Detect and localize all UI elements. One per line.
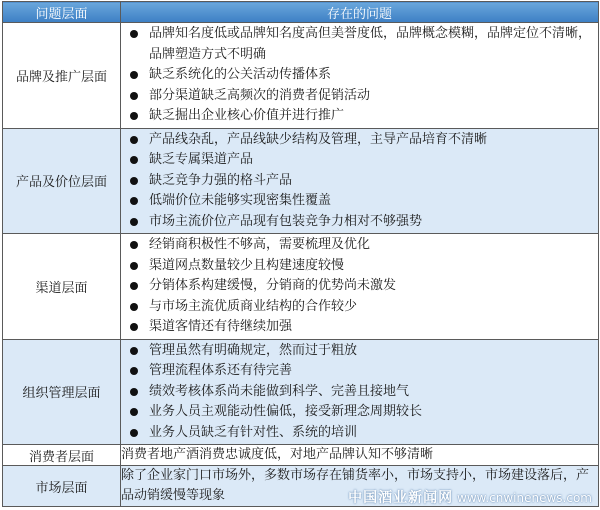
- issue-cell: [121, 23, 599, 129]
- issue-item: 分销体系构建缓慢，分销商的优势尚未激发: [121, 276, 598, 297]
- bullet-icon: [130, 408, 138, 416]
- issue-item: 市场主流价位产品现有包装竞争力相对不够强势: [121, 212, 598, 233]
- bullet-icon: [130, 177, 138, 185]
- header-issues: 存在的问题: [121, 2, 599, 23]
- table-row: [3, 234, 599, 340]
- bullet-icon: [130, 71, 138, 79]
- header-level: 问题层面: [3, 2, 121, 23]
- bullet-icon: [130, 112, 138, 120]
- bullet-icon: [130, 303, 138, 311]
- bullet-icon: [130, 30, 138, 38]
- table-row: [3, 23, 599, 129]
- table-row: [3, 445, 599, 466]
- issue-item: 渠道网点数量较少且构建速度较慢: [121, 256, 598, 277]
- issue-item: 部分渠道缺乏高频次的消费者促销活动: [121, 86, 598, 107]
- issue-item: 经销商积极性不够高，需要梳理及优化: [121, 235, 598, 256]
- bullet-icon: [130, 429, 138, 437]
- issue-item: 业务人员缺乏有针对性、系统的培训: [121, 423, 598, 444]
- issue-item: 产品线杂乱，产品线缺少结构及管理，主导产品培育不清晰: [121, 130, 598, 151]
- row-level-label: 品牌及推广层面: [3, 23, 121, 129]
- row-level-label: 组织管理层面: [3, 339, 121, 445]
- row-level-label: 产品及价位层面: [3, 128, 121, 234]
- bullet-icon: [130, 388, 138, 396]
- issue-item: 低端价位未能够实现密集性覆盖: [121, 191, 598, 212]
- issue-item: 业务人员主观能动性偏低，接受新理念周期较长: [121, 402, 598, 423]
- bullet-icon: [130, 262, 138, 270]
- issue-item: 缺乏掘出企业核心价值并进行推广: [121, 106, 598, 127]
- bullet-icon: [130, 323, 138, 331]
- row-level-label: 市场层面: [3, 466, 121, 507]
- bullet-icon: [130, 92, 138, 100]
- issue-item: 管理流程体系还有待完善: [121, 361, 598, 382]
- issue-item: 缺乏竞争力强的格斗产品: [121, 171, 598, 192]
- bullet-icon: [130, 367, 138, 375]
- watermark-site-name: 中国酒业新闻网: [348, 490, 454, 506]
- issue-item: 缺乏系统化的公关活动传播体系: [121, 65, 598, 86]
- watermark: [348, 487, 592, 507]
- row-level-label: 消费者层面: [3, 445, 121, 466]
- issue-cell: [121, 234, 599, 340]
- bullet-icon: [130, 347, 138, 355]
- issue-text: 消费者地产酒消费忠诚度低，对地产品牌认知不够清晰: [121, 445, 599, 466]
- issue-item: 管理虽然有明确规定，然而过于粗放: [121, 341, 598, 362]
- issue-text: 除了企业家门口市场外，多数市场存在铺货率小，市场支持小，市场建设落后，产品动销缓慢等现象: [121, 466, 599, 507]
- issue-item: 品牌知名度低或品牌知名度高但美誉度低，品牌概念模糊，品牌定位不清晰，品牌塑造方式不明确: [121, 24, 598, 65]
- bullet-icon: [130, 218, 138, 226]
- issue-item: 绩效考核体系尚未能做到科学、完善且接地气: [121, 382, 598, 403]
- issue-cell: [121, 128, 599, 234]
- bullet-icon: [130, 282, 138, 290]
- table-row: [3, 339, 599, 445]
- bullet-icon: [130, 156, 138, 164]
- bullet-icon: [130, 136, 138, 144]
- bullet-icon: [130, 197, 138, 205]
- issue-item: 缺乏专属渠道产品: [121, 150, 598, 171]
- bullet-icon: [130, 241, 138, 249]
- issues-table: [2, 1, 599, 507]
- watermark-url: www.cnwinenews.com: [457, 491, 592, 505]
- issue-cell: [121, 339, 599, 445]
- issue-item: 渠道客情还有待继续加强: [121, 317, 598, 338]
- issue-item: 与市场主流优质商业结构的合作较少: [121, 297, 598, 318]
- table-row: [3, 128, 599, 234]
- row-level-label: 渠道层面: [3, 234, 121, 340]
